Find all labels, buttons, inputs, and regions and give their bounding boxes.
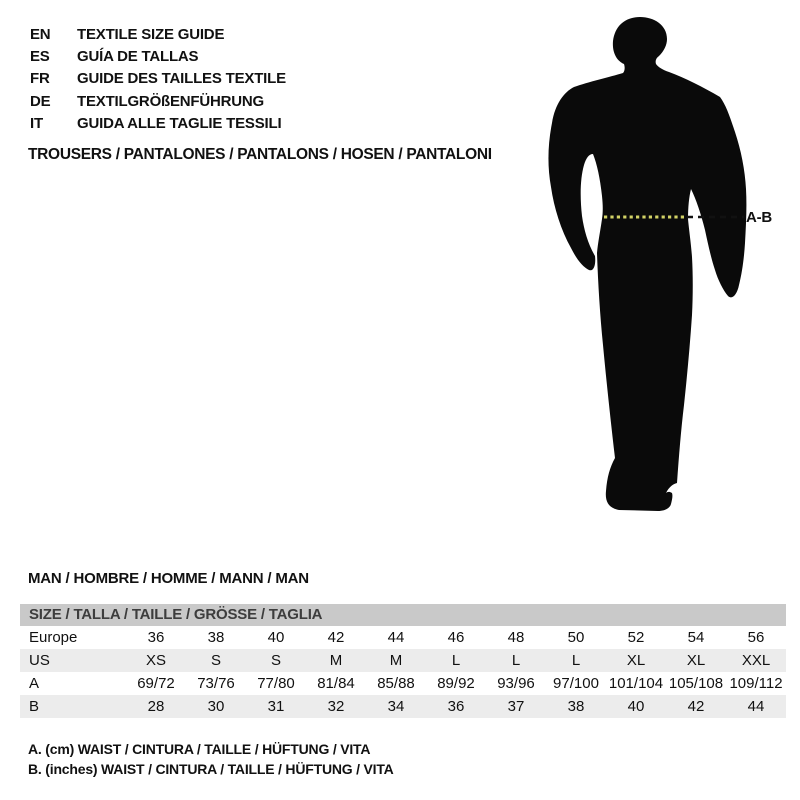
note-waist-cm: A. (cm) WAIST / CINTURA / TAILLE / HÜFTUNG / VITA: [28, 741, 371, 757]
table-cell: 69/72: [137, 675, 175, 692]
table-cell: 42: [327, 629, 345, 646]
size-table: [20, 604, 786, 718]
table-cell: S: [210, 652, 221, 669]
table-cell: 38: [567, 698, 585, 715]
language-code: ES: [30, 48, 50, 66]
man-silhouette: [540, 15, 755, 515]
language-code: IT: [30, 115, 43, 133]
language-label: GUIDA ALLE TAGLIE TESSILI: [77, 115, 282, 133]
table-cell: 97/100: [553, 675, 599, 692]
language-label: TEXTILE SIZE GUIDE: [77, 25, 225, 43]
table-row: [20, 649, 786, 672]
table-cell: XXL: [741, 652, 771, 669]
table-cell: M: [329, 652, 343, 669]
language-label: TEXTILGRÖßENFÜHRUNG: [77, 92, 265, 110]
table-cell: L: [571, 652, 581, 669]
table-cell: M: [389, 652, 403, 669]
table-cell: 105/108: [668, 675, 724, 692]
language-code: EN: [30, 25, 51, 43]
table-cell: 52: [627, 629, 645, 646]
table-cell: 73/76: [197, 675, 235, 692]
table-row: [20, 695, 786, 718]
language-row: [30, 45, 286, 67]
language-row: [30, 90, 286, 112]
table-cell: 81/84: [317, 675, 355, 692]
table-cell: 54: [687, 629, 705, 646]
table-cell: 40: [627, 698, 645, 715]
table-cell: XL: [686, 652, 706, 669]
row-label: US: [29, 652, 50, 669]
table-cell: 36: [147, 629, 165, 646]
language-label: GUÍA DE TALLAS: [77, 48, 199, 66]
language-code: DE: [30, 92, 51, 110]
table-row: [20, 626, 786, 649]
table-cell: 77/80: [257, 675, 295, 692]
table-cell: 28: [147, 698, 165, 715]
table-cell: 34: [387, 698, 405, 715]
note-waist-inches: B. (inches) WAIST / CINTURA / TAILLE / HÜFTUNG / VITA: [28, 760, 394, 777]
table-cell: L: [451, 652, 461, 669]
language-row: [30, 23, 286, 45]
table-cell: S: [270, 652, 281, 669]
table-cell: 40: [267, 629, 285, 646]
size-table-rows: [20, 626, 786, 718]
table-cell: 101/104: [608, 675, 664, 692]
table-cell: 85/88: [377, 675, 415, 692]
table-cell: XL: [626, 652, 646, 669]
language-row: [30, 68, 286, 90]
row-label: B: [29, 698, 40, 715]
table-cell: 42: [687, 698, 705, 715]
table-cell: L: [511, 652, 521, 669]
language-row: [30, 113, 286, 135]
table-cell: 46: [447, 629, 465, 646]
table-cell: 36: [447, 698, 465, 715]
table-row: [20, 672, 786, 695]
waist-measure-label: A-B: [746, 209, 773, 226]
table-cell: 31: [267, 698, 285, 715]
size-table-header: SIZE / TALLA / TAILLE / GRÖSSE / TAGLIA: [20, 604, 786, 626]
language-list: [30, 23, 286, 135]
language-label: GUIDE DES TAILLES TEXTILE: [77, 70, 286, 88]
table-cell: 38: [207, 629, 225, 646]
row-label: Europe: [29, 629, 78, 646]
table-cell: 32: [327, 698, 345, 715]
table-cell: 89/92: [437, 675, 475, 692]
table-cell: 44: [387, 629, 405, 646]
table-cell: 93/96: [497, 675, 535, 692]
table-cell: 44: [747, 698, 765, 715]
language-code: FR: [30, 70, 50, 88]
table-cell: 48: [507, 629, 525, 646]
page-title: TROUSERS / PANTALONES / PANTALONS / HOSEN / PANTALONI: [28, 146, 492, 163]
table-cell: 56: [747, 629, 765, 646]
table-cell: 109/112: [729, 675, 783, 692]
row-label: A: [29, 675, 40, 692]
table-cell: 30: [207, 698, 225, 715]
table-cell: XS: [145, 652, 166, 669]
gender-section-title: MAN / HOMBRE / HOMME / MANN / MAN: [28, 570, 309, 587]
measurement-notes: [28, 740, 394, 779]
table-cell: 50: [567, 629, 585, 646]
table-cell: 37: [507, 698, 525, 715]
man-silhouette-body: [548, 17, 746, 511]
